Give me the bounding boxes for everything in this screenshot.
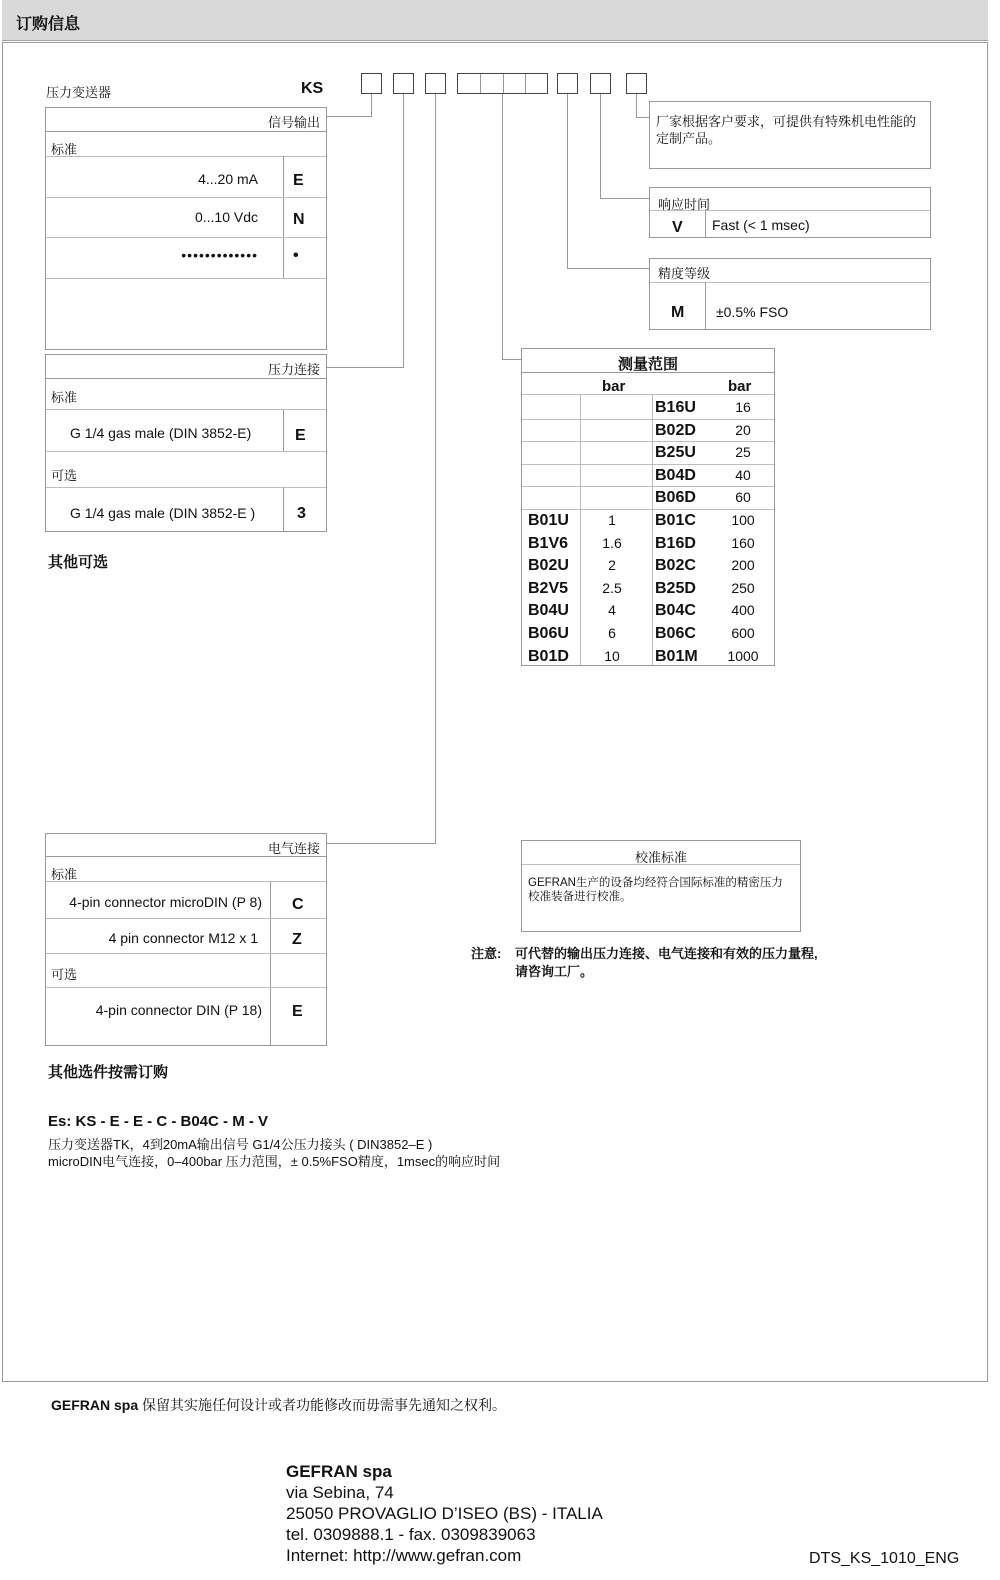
option-text: 0...10 Vdc — [194, 209, 258, 225]
range-code: B2V5 — [528, 579, 569, 597]
option-code: 3 — [297, 505, 306, 522]
note-line1: 可代替的输出压力连接、电气连接和有效的压力量程, — [515, 946, 818, 961]
code-slot-accuracy — [557, 73, 578, 94]
range-value: 2.5 — [602, 579, 622, 596]
standard-label: 标准 — [51, 142, 78, 157]
range-code: B04C — [655, 602, 696, 620]
range-row — [522, 578, 774, 601]
response-time-box — [649, 187, 931, 238]
connector-line — [435, 94, 436, 844]
option-text: ••••••••••••• — [181, 247, 258, 263]
range-value: 1 — [608, 512, 616, 528]
connector-line — [371, 94, 372, 116]
option-code: E — [295, 427, 306, 444]
accuracy-title: 精度等级 — [658, 266, 711, 281]
rights-notice — [51, 1395, 506, 1415]
accuracy-code: M — [671, 304, 685, 321]
custom-note-box — [649, 101, 931, 169]
rights-text: 保留其实施任何设计或者功能修改而毋需事先通知之权利。 — [138, 1397, 507, 1413]
range-value: 20 — [735, 421, 751, 438]
connector-line — [600, 94, 601, 199]
section-title: 订购信息 — [16, 16, 81, 33]
range-value: 600 — [731, 625, 755, 641]
option-text: 4...20 mA — [198, 171, 258, 187]
range-code: B04D — [655, 466, 696, 484]
code-slot-range — [457, 73, 548, 94]
range-value: 25 — [735, 444, 751, 461]
range-value: 250 — [731, 579, 755, 596]
accuracy-text: ±0.5% FSO — [716, 304, 789, 320]
connector-line — [502, 94, 503, 360]
option-code: • — [293, 247, 299, 264]
other-options-label: 其他可选 — [48, 554, 109, 571]
range-code: B01C — [655, 512, 696, 529]
range-value: 6 — [608, 625, 616, 641]
pressure-connection-box — [45, 354, 327, 532]
connector-line — [403, 94, 404, 368]
range-code: B06U — [528, 625, 569, 642]
option-code: N — [293, 211, 305, 228]
range-value: 40 — [735, 466, 751, 483]
range-code: B25U — [655, 444, 696, 462]
range-code: B02U — [528, 557, 569, 575]
rights-company: GEFRAN spa — [51, 1397, 139, 1413]
range-row — [522, 533, 774, 556]
range-value: 16 — [735, 399, 751, 415]
optional-label: 可选 — [51, 468, 78, 483]
pressure-connection-title: 压力连接 — [267, 362, 320, 377]
range-code: B06D — [655, 489, 696, 507]
range-code: B01M — [655, 647, 698, 665]
connector-line — [567, 268, 650, 269]
range-row — [522, 465, 774, 488]
unit-left: bar — [602, 378, 626, 395]
connector-line — [326, 843, 436, 844]
section-header — [2, 0, 988, 41]
range-code: B01U — [528, 512, 569, 529]
range-row — [522, 420, 774, 443]
standard-label: 标准 — [51, 390, 78, 405]
range-row — [522, 646, 774, 669]
calibration-text-line2: 校准装备进行校准。 — [528, 891, 632, 903]
code-slot-response — [590, 73, 611, 94]
range-value: 60 — [735, 489, 751, 506]
code-slot-1 — [361, 73, 382, 94]
connector-line — [326, 116, 372, 117]
footer-address1: via Sebina, 74 — [286, 1483, 394, 1502]
range-code: B02D — [655, 421, 696, 439]
range-code: B06C — [655, 625, 696, 642]
calibration-text-line1: GEFRAN生产的设备均经符合国际标准的精密压力 — [528, 877, 783, 889]
range-row — [522, 397, 774, 420]
connector-line — [502, 359, 522, 360]
response-time-title: 响应时间 — [658, 197, 711, 212]
unit-right: bar — [728, 378, 752, 395]
footer-phone: tel. 0309888.1 - fax. 0309839063 — [286, 1525, 536, 1544]
option-code: E — [292, 1003, 303, 1020]
range-code: B01D — [528, 647, 569, 665]
range-value: 4 — [608, 602, 616, 619]
connector-line — [567, 94, 568, 269]
option-text: G 1/4 gas male (DIN 3852-E) — [70, 425, 252, 441]
range-value: 100 — [731, 512, 755, 528]
range-value: 200 — [731, 557, 755, 574]
range-code: B02C — [655, 557, 696, 575]
footer-company: GEFRAN spa — [286, 1462, 392, 1481]
range-code: B25D — [655, 579, 696, 597]
example-line2: microDIN电气连接，0–400bar 压力范围，± 0.5%FSO精度，1msec的响应时间 — [48, 1154, 501, 1169]
code-slot-3 — [425, 73, 446, 94]
range-value: 400 — [731, 602, 755, 619]
option-text: 4-pin connector microDIN (P 8) — [69, 894, 262, 910]
note-label: 注意: — [471, 946, 502, 961]
accuracy-box — [649, 258, 931, 330]
range-row — [522, 442, 774, 465]
signal-output-box — [45, 107, 327, 350]
electrical-connection-title: 电气连接 — [267, 841, 320, 856]
range-row — [522, 510, 774, 533]
custom-note-text: 厂家根据客户要求，可提供有特殊机电性能的定制产品。 — [656, 114, 917, 146]
calibration-title: 校准标准 — [634, 850, 687, 865]
model-code: KS — [301, 80, 324, 97]
option-text: 4-pin connector DIN (P 18) — [95, 1002, 262, 1018]
example-code: Es: KS - E - E - C - B04C - M - V — [48, 1113, 269, 1130]
standard-label: 标准 — [51, 867, 78, 882]
range-row — [522, 555, 774, 578]
code-slot-custom — [626, 73, 647, 94]
range-value: 10 — [604, 647, 620, 664]
connector-line — [636, 94, 637, 118]
range-row — [522, 487, 774, 510]
option-code: Z — [292, 931, 302, 948]
range-code: B16U — [655, 399, 696, 416]
range-title: 测量范围 — [617, 356, 678, 373]
range-row — [522, 600, 774, 623]
response-text: Fast (< 1 msec) — [712, 217, 810, 233]
option-text: 4 pin connector M12 x 1 — [108, 930, 258, 946]
range-row — [522, 623, 774, 646]
measurement-range-table — [521, 348, 775, 666]
footer-address2: 25050 PROVAGLIO D’ISEO (BS) - ITALIA — [286, 1504, 603, 1523]
option-code: E — [293, 172, 304, 189]
range-value: 2 — [608, 557, 616, 574]
option-text: G 1/4 gas male (DIN 3852-E ) — [70, 505, 256, 521]
range-code: B04U — [528, 602, 569, 620]
footer-web[interactable]: Internet: http://www.gefran.com — [286, 1546, 522, 1565]
connector-line — [600, 198, 650, 199]
range-value: 160 — [731, 534, 755, 551]
code-slot-2 — [393, 73, 414, 94]
connector-line — [326, 367, 404, 368]
optional-label: 可选 — [51, 967, 78, 982]
model-label: 压力变送器 — [46, 85, 112, 100]
electrical-connection-box — [45, 833, 327, 1046]
other-options-on-request: 其他选件按需订购 — [48, 1064, 169, 1081]
example-line1: 压力变送器TK，4到20mA输出信号 G1/4公压力接头 ( DIN3852–E ) — [48, 1137, 433, 1152]
connector-line — [636, 117, 650, 118]
doc-code: DTS_KS_1010_ENG — [809, 1550, 960, 1567]
note-line2: 请咨询工厂。 — [515, 964, 594, 979]
signal-output-title: 信号输出 — [267, 115, 320, 130]
option-code: C — [292, 896, 304, 913]
range-code: B1V6 — [528, 534, 569, 552]
range-code: B16D — [655, 534, 696, 552]
response-code: V — [672, 219, 683, 236]
range-value: 1000 — [727, 647, 759, 664]
calibration-box — [521, 840, 801, 932]
range-value: 1.6 — [602, 534, 622, 551]
